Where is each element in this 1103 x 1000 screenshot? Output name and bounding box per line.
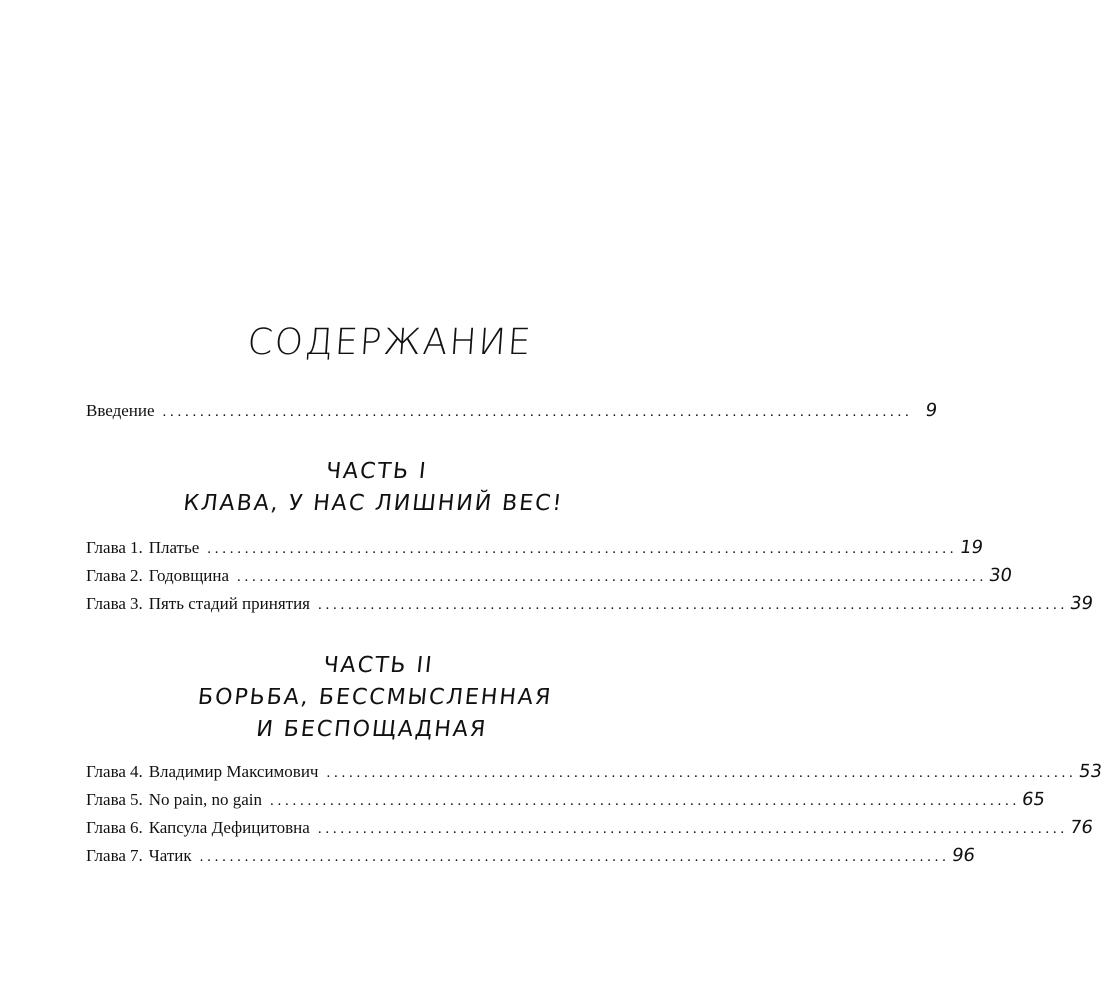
part-number: ЧАСТЬ II — [322, 653, 435, 678]
chapter-title: Годовщина — [148, 566, 230, 585]
toc-entry-chapter-4[interactable] — [86, 761, 1103, 787]
chapter-title: Чатик — [148, 846, 192, 865]
dot-leader — [270, 793, 1016, 810]
chapter-title: Капсула Дефицитовна — [148, 818, 310, 837]
toc-entry-chapter-7[interactable] — [86, 845, 977, 871]
toc-entry-label — [86, 818, 310, 838]
dot-leader — [237, 569, 983, 586]
toc-entry-label — [86, 566, 229, 586]
chapter-prefix: Глава — [86, 762, 126, 781]
part-number: ЧАСТЬ I — [324, 459, 429, 484]
chapter-title: Платье — [148, 538, 200, 557]
chapter-prefix: Глава — [86, 790, 126, 809]
toc-entry-chapter-2[interactable] — [86, 565, 1014, 591]
chapter-number: 4. — [129, 762, 143, 781]
toc-entry-label — [86, 790, 262, 810]
toc-entry-intro[interactable] — [86, 400, 939, 426]
dot-leader — [200, 849, 946, 866]
toc-entry-label — [86, 762, 318, 782]
chapter-number: 3. — [129, 594, 143, 613]
toc-title: СОДЕРЖАНИЕ — [246, 322, 534, 363]
toc-page-number: 19 — [958, 537, 984, 558]
toc-entry-label — [86, 538, 199, 558]
chapter-prefix: Глава — [86, 594, 126, 613]
chapter-title: Пять стадий принятия — [148, 594, 310, 613]
toc-page-number: 30 — [987, 565, 1014, 586]
part-title: КЛАВА, У НАС ЛИШНИЙ ВЕС! — [182, 491, 565, 516]
chapter-prefix: Глава — [86, 818, 126, 837]
chapter-number: 7. — [129, 846, 143, 865]
toc-entry-chapter-5[interactable] — [86, 789, 1047, 815]
dot-leader — [163, 404, 909, 421]
chapter-prefix: Глава — [86, 538, 126, 557]
part-heading-2 — [0, 650, 755, 746]
toc-page-number: 39 — [1068, 593, 1095, 614]
toc-page-number: 9 — [923, 400, 939, 421]
dot-leader — [318, 597, 1064, 614]
chapter-prefix: Глава — [86, 566, 126, 585]
chapter-title: Владимир Максимович — [148, 762, 319, 781]
chapter-title: No pain, no gain — [148, 790, 263, 809]
toc-entry-label — [86, 594, 310, 614]
dot-leader — [207, 541, 953, 558]
chapter-number: 1. — [129, 538, 143, 557]
part-heading-1 — [0, 456, 753, 520]
toc-page-number: 96 — [950, 845, 977, 866]
chapter-prefix: Глава — [86, 846, 126, 865]
toc-page-number: 76 — [1068, 817, 1095, 838]
chapter-number: 6. — [129, 818, 143, 837]
part-title-line-1: БОРЬБА, БЕССМЫСЛЕННАЯ — [196, 685, 554, 710]
toc-page-number: 65 — [1020, 789, 1047, 810]
dot-leader — [326, 765, 1072, 782]
toc-page-number: 53 — [1077, 761, 1103, 782]
part-title-line-2: И БЕСПОЩАДНАЯ — [254, 717, 489, 742]
toc-entry-label — [86, 846, 192, 866]
toc-entry-chapter-6[interactable] — [86, 817, 1095, 843]
toc-entry-chapter-1[interactable] — [86, 537, 984, 563]
toc-entry-chapter-3[interactable] — [86, 593, 1095, 619]
dot-leader — [318, 821, 1064, 838]
toc-entry-label: Введение — [86, 401, 155, 420]
chapter-number: 2. — [129, 566, 143, 585]
chapter-number: 5. — [129, 790, 143, 809]
